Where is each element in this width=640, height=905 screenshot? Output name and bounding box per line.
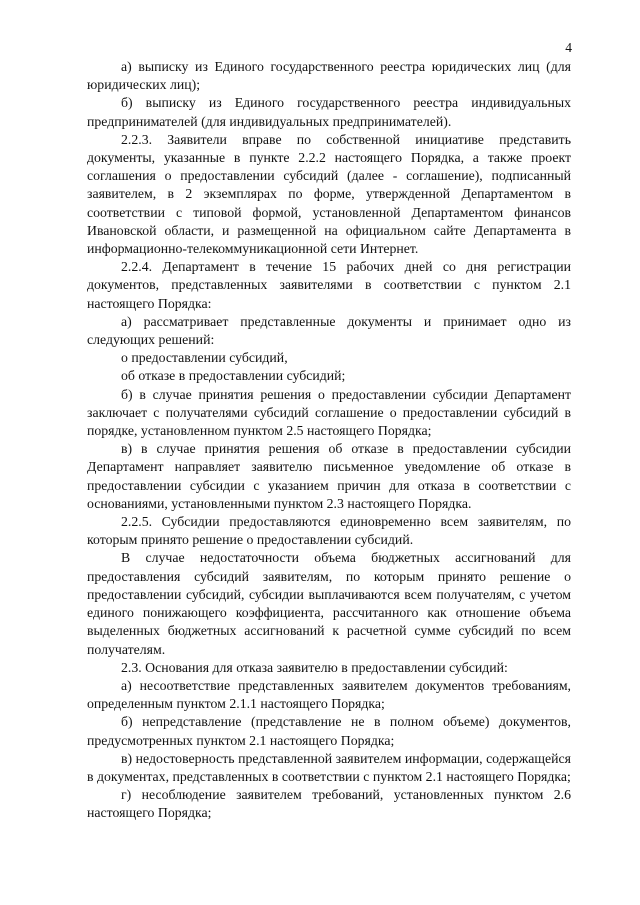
paragraph-2-2-4-b: б) в случае принятия решения о предоставлении субсидии Департамент заключает с получателями субсидий соглашение о предоставлении субсидий в порядке, установленном пунктом 2.5 настоящего Порядка;: [87, 386, 571, 439]
paragraph-2-3-v: в) недостоверность представленной заявителем информации, содержащейся в документах, представленных в соответствии с пунктом 2.1 настоящего Порядка;: [87, 750, 571, 784]
paragraph-2-3-b: б) непредставление (представление не в полном объеме) документов, предусмотренных пунктом 2.1 настоящего Порядка;: [87, 714, 571, 748]
paragraph-extract-entrepreneurs: б) выписку из Единого государственного реестра индивидуальных предпринимателей (для индивидуальных предпринимателей).: [87, 95, 571, 129]
paragraph-2-2-3: 2.2.3. Заявители вправе по собственной инициативе представить документы, указанные в пункте 2.2.2 настоящего Порядка, а также проект соглашения о предоставлении субсидий (далее - соглашение), подписанный заявителем, в 2 экземплярах по форме, утвержденной Департаментом в соответствии с типовой формой, установленной Департаментом финансов Ивановской области, и размещенной на официальном сайте Департамента в информационно-телекоммуникационной сети Интернет.: [87, 131, 571, 257]
paragraph-2-2-4: 2.2.4. Департамент в течение 15 рабочих дней со дня регистрации документов, представленных заявителями в соответствии с пунктом 2.1 настоящего Порядка:: [87, 259, 571, 311]
paragraph-2-2-4-v: в) в случае принятия решения об отказе в предоставлении субсидии Департамент направляет заявителю письменное уведомление об отказе в предоставлении субсидии с указанием причин для отказа в соответствии с основаниями, установленными пунктом 2.3 настоящего Порядка.: [87, 441, 571, 511]
paragraph-2-2-4-a: а) рассматривает представленные документы и принимает одно из следующих решений:: [87, 313, 571, 348]
document-body: [87, 58, 571, 823]
paragraph-2-3: 2.3. Основания для отказа заявителю в предоставлении субсидий:: [121, 659, 508, 675]
paragraph-2-2-5: 2.2.5. Субсидии предоставляются единовременно всем заявителям, по которым принято решение о предоставлении субсидий.: [87, 514, 571, 548]
paragraph-extract-legal-entities: а) выписку из Единого государственного реестра юридических лиц (для юридических лиц);: [87, 59, 571, 93]
decision-refusal: об отказе в предоставлении субсидий;: [121, 368, 346, 384]
decision-grant: о предоставлении субсидий,: [121, 350, 288, 366]
paragraph-2-3-g: г) несоблюдение заявителем требований, установленных пунктом 2.6 настоящего Порядка;: [87, 787, 571, 821]
page-number: 4: [565, 40, 572, 55]
paragraph-insufficient-funds: В случае недостаточности объема бюджетных ассигнований для предоставления субсидий заявителям, по которым принято решение о предоставлении субсидий, субсидии выплачиваются всем получателям, с учетом единого понижающего коэффициента, рассчитанного как отношение объема выделенных бюджетных ассигнований к расчетной сумме субсидий по всем получателям.: [87, 550, 571, 657]
paragraph-2-3-a: а) несоответствие представленных заявителем документов требованиям, определенным пунктом 2.1.1 настоящего Порядка;: [87, 677, 571, 712]
